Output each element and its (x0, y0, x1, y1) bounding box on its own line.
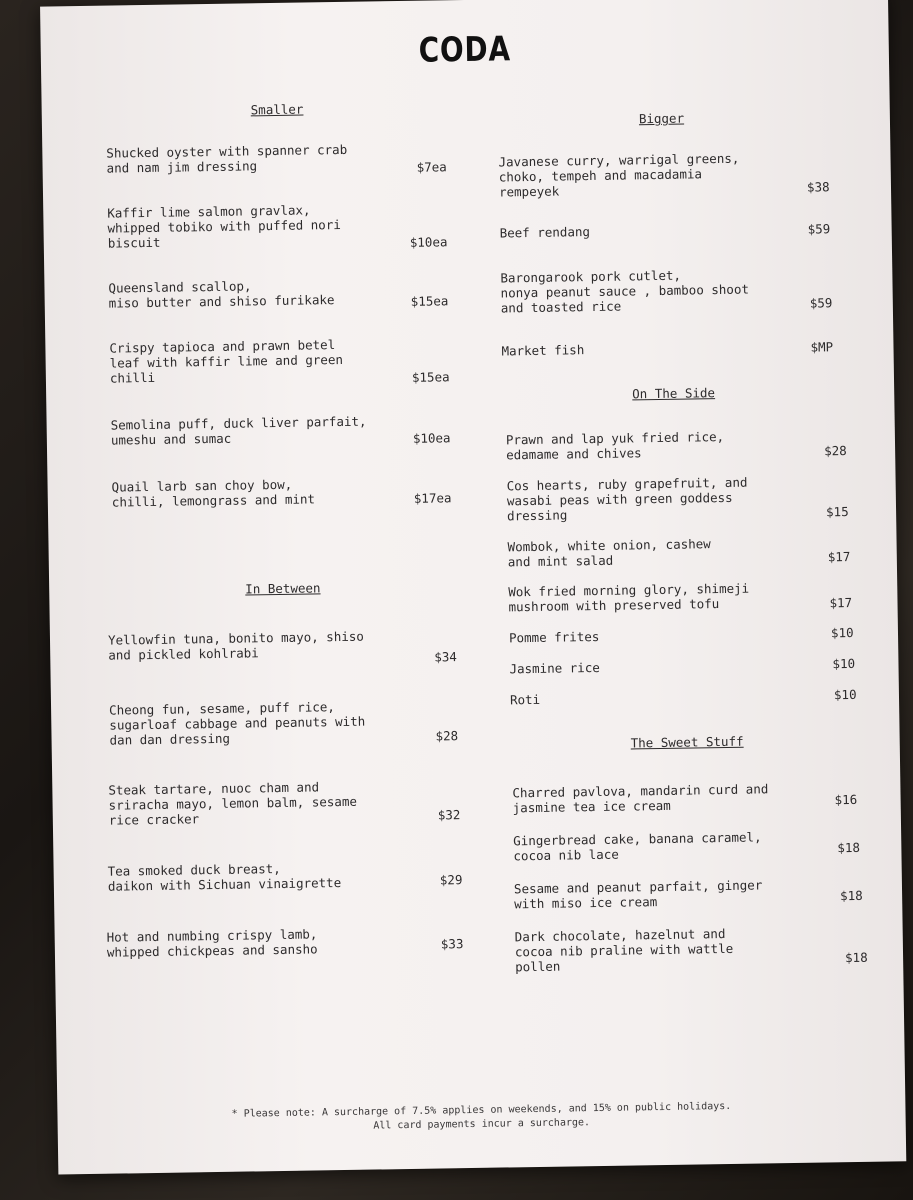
item-description: Quail larb san choy bow, chilli, lemongrass and mint (111, 476, 316, 510)
restaurant-title: CODA (418, 29, 512, 71)
item-description: Wok fried morning glory, shimeji mushroom with preserved tofu (508, 580, 750, 615)
menu-item (507, 536, 851, 570)
item-description: Market fish (501, 342, 585, 359)
menu-item (111, 476, 452, 510)
item-description: Tea smoked duck breast, daikon with Sichuan vinaigrette (107, 860, 342, 894)
item-description: Charred pavlova, mandarin curd and jasmine tea ice cream (512, 781, 769, 816)
item-price: $59 (809, 295, 833, 311)
item-price: $15ea (410, 293, 449, 309)
item-price: $34 (434, 649, 458, 665)
section-heading-on-the-side: On The Side (632, 385, 716, 402)
item-description: Sesame and peanut parfait, ginger with miso ice cream (513, 877, 763, 912)
section-heading-in-between: In Between (245, 580, 321, 597)
item-price: $15ea (411, 369, 450, 385)
menu-item (108, 699, 459, 748)
menu-item (109, 337, 450, 386)
surcharge-note (57, 1097, 905, 1138)
item-description: Cos hearts, ruby grapefruit, and wasabi peas with green goddess dressing (506, 474, 748, 524)
menu-item (513, 877, 863, 912)
item-price: $18 (839, 887, 863, 904)
menu-item (509, 686, 857, 708)
surcharge-note-line2: All card payments incur a surcharge. (373, 1117, 591, 1132)
item-price: $33 (440, 936, 464, 952)
item-description: Semolina puff, duck liver parfait, umeshu and sumac (110, 413, 367, 448)
item-description: Queensland scallop, miso butter and shiso furikake (108, 278, 335, 311)
item-price: $32 (437, 807, 461, 823)
item-description: Crispy tapioca and prawn betel leaf with kaffir lime and green chilli (109, 337, 344, 386)
item-price: $17 (829, 594, 853, 611)
item-description: Kaffir lime salmon gravlax, whipped tobiko with puffed nori biscuit (107, 202, 341, 251)
item-description: Shucked oyster with spanner crab and nam jim dressing (106, 141, 348, 176)
menu-item (106, 141, 447, 176)
item-description: Javanese curry, warrigal greens, choko, tempeh and macadamia rempeyek (498, 150, 740, 200)
item-price: $15 (825, 504, 849, 520)
menu-item (499, 221, 831, 241)
section-heading-bigger: Bigger (638, 110, 685, 127)
menu-item (108, 779, 461, 828)
menu-paper (40, 0, 906, 1175)
menu-item (505, 428, 847, 463)
item-price: $18 (844, 949, 868, 966)
item-price: $10 (833, 686, 857, 703)
item-price: $16 (834, 791, 858, 808)
item-price: $29 (439, 872, 463, 888)
item-price: $28 (824, 443, 847, 459)
menu-item (509, 655, 856, 677)
item-description: Wombok, white onion, cashew and mint salad (507, 536, 711, 570)
menu-item (110, 413, 451, 448)
item-price: $10 (832, 655, 856, 672)
item-price: $10 (830, 624, 854, 641)
menu-item (513, 829, 861, 864)
item-description: Barongarook pork cutlet, nonya peanut sauce , bamboo shoot and toasted rice (500, 267, 750, 316)
item-price: $17 (827, 549, 851, 565)
item-price: $7ea (416, 159, 447, 175)
item-description: Gingerbread cake, banana caramel, cocoa nib lace (513, 829, 762, 864)
menu-item (508, 624, 854, 646)
item-description: Hot and numbing crispy lamb, whipped chickpeas and sansho (106, 926, 318, 960)
menu-item (501, 339, 834, 359)
item-description: Yellowfin tuna, bonito mayo, shiso and pickled kohlrabi (107, 628, 364, 663)
menu-item (107, 202, 448, 251)
item-price: $10ea (409, 234, 448, 250)
section-heading-smaller: Smaller (250, 101, 304, 118)
menu-item (506, 474, 849, 524)
item-price: $10ea (412, 430, 451, 446)
item-description: Steak tartare, nuoc cham and sriracha mayo, lemon balm, sesame rice cracker (108, 779, 358, 828)
menu-item (106, 926, 464, 960)
menu-item (107, 860, 463, 894)
item-price: $59 (807, 221, 831, 237)
menu-item (508, 580, 853, 615)
item-description: Prawn and lap yuk fried rice, edamame and chives (505, 428, 725, 463)
item-price: $17ea (413, 490, 452, 506)
item-description: Jasmine rice (509, 659, 600, 677)
menu-item (514, 926, 868, 975)
menu-item (498, 150, 830, 200)
item-description: Cheong fun, sesame, puff rice, sugarloaf cabbage and peanuts with dan dan dressing (108, 699, 366, 748)
menu-item (107, 628, 458, 665)
menu-item (108, 277, 449, 311)
item-description: Roti (509, 691, 541, 708)
menu-item (512, 781, 858, 816)
item-price: $28 (435, 728, 459, 744)
menu-item (500, 267, 833, 316)
item-description: Beef rendang (499, 224, 591, 241)
item-price: $MP (810, 339, 834, 355)
item-price: $38 (806, 179, 830, 195)
surcharge-note-line1: * Please note: A surcharge of 7.5% applies on weekends, and 15% on public holidays. (231, 1100, 732, 1120)
item-price: $18 (837, 839, 861, 856)
item-description: Pomme frites (508, 628, 600, 646)
section-heading-sweet-stuff: The Sweet Stuff (630, 733, 744, 751)
item-description: Dark chocolate, hazelnut and cocoa nib praline with wattle pollen (514, 926, 734, 975)
